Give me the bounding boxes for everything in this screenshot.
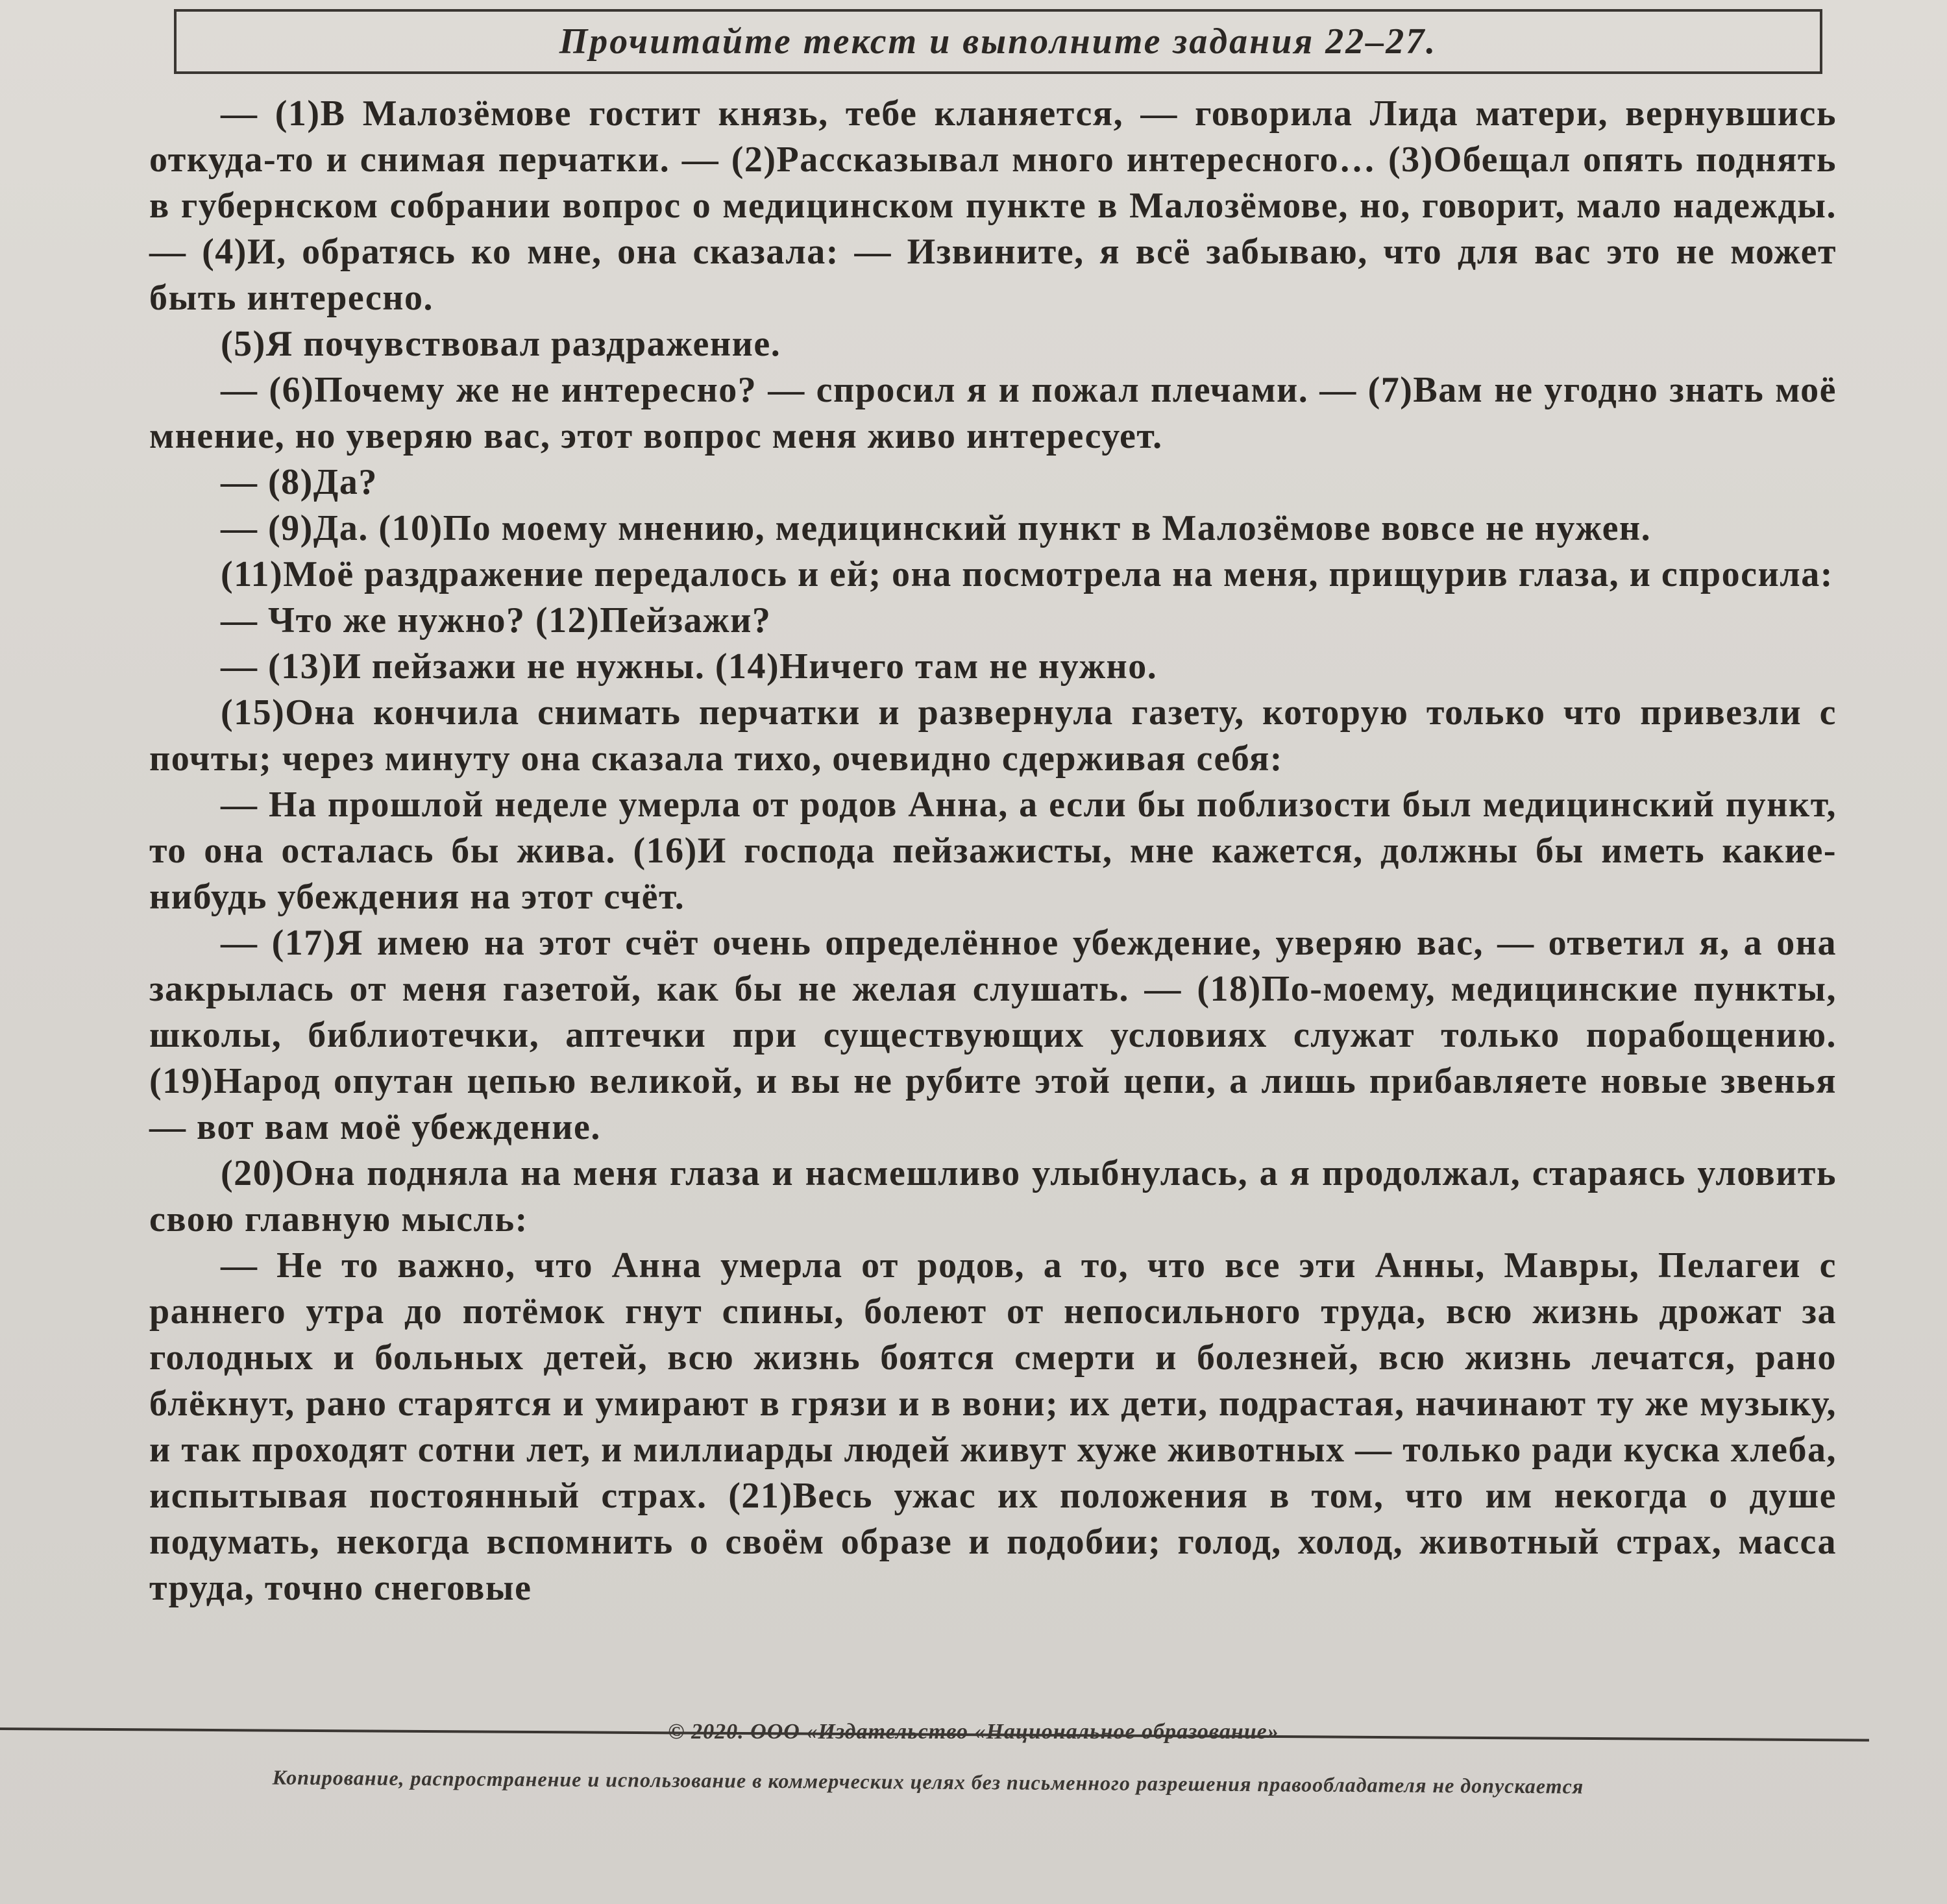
paragraph: (20)Она подняла на меня глаза и насмешливо улыбнулась, а я продолжал, стараясь уловить свою главную мысль: [149, 1153, 1837, 1239]
footer-rights-notice: Копирование, распространение и использование в коммерческих целях без письменного разрешения правообладателя не допускается [272, 1765, 1584, 1798]
paragraph: — На прошлой неделе умерла от родов Анна, а если бы поблизости был медицинский пункт, то она осталась бы жива. (16)И господа пейзажисты, мне кажется, должны бы иметь какие-нибудь убеждения на этот счёт. [149, 785, 1837, 917]
paragraph: — (17)Я имею на этот счёт очень определённое убеждение, уверяю вас, — ответил я, а она закрылась от меня газетой, как бы не желая слушать. — (18)По-моему, медицинские пункты, школы, библиотечки, аптечки при существующих условиях служат только порабощению. (19)Народ опутан цепью великой, и вы не рубите этой цепи, а лишь прибавляете новые звенья — вот вам моё убеждение. [149, 923, 1837, 1147]
task-header-title: Прочитайте текст и выполните задания 22–27. [559, 21, 1438, 62]
paragraph: — Что же нужно? (12)Пейзажи? [221, 600, 772, 641]
paragraph: — (1)В Малозёмове гостит князь, тебе кланяется, — говорила Лида матери, вернувшись откуда-то и снимая перчатки. — (2)Рассказывал много интересного… (3)Обещал опять поднять в губернском собрании вопрос о медицинском пункте в Малозёмове, но, говорит, мало надежды. — (4)И, обратясь ко мне, она сказала: — Извините, я всё забываю, что для вас это не может быть интересно. [149, 93, 1837, 318]
paragraph: — (8)Да? [221, 462, 378, 502]
reading-text [149, 91, 1837, 1611]
paragraph: (15)Она кончила снимать перчатки и развернула газету, которую только что привезли с почты; через минуту она сказала тихо, очевидно сдерживая себя: [149, 692, 1837, 779]
paragraph: — (6)Почему же не интересно? — спросил я и пожал плечами. — (7)Вам не угодно знать моё мнение, но уверяю вас, этот вопрос меня живо интересует. [149, 370, 1837, 456]
paragraph: (11)Моё раздражение передалось и ей; она посмотрела на меня, прищурив глаза, и спросила: [221, 554, 1833, 594]
task-header-box [174, 9, 1822, 74]
paragraph: — (13)И пейзажи не нужны. (14)Ничего там не нужно. [221, 646, 1158, 687]
paragraph: (5)Я почувствовал раздражение. [221, 324, 781, 364]
paragraph: — (9)Да. (10)По моему мнению, медицинский пункт в Малозёмове вовсе не нужен. [221, 508, 1652, 548]
paragraph: — Не то важно, что Анна умерла от родов, а то, что все эти Анны, Мавры, Пелагеи с раннего утра до потёмок гнут спины, болеют от непосильного труда, всю жизнь дрожат за голодных и больных детей, всю жизнь боятся смерти и болезней, всю жизнь лечатся, рано блёкнут, рано старятся и умирают в грязи и в вони; их дети, подрастая, начинают ту же музыку, и так проходят сотни лет, и миллиарды людей живут хуже животных — только ради куска хлеба, испытывая постоянный страх. (21)Весь ужас их положения в том, что им некогда о душе подумать, некогда вспомнить о своём образе и подобии; голод, холод, животный страх, масса труда, точно снеговые [149, 1245, 1837, 1608]
footer-copyright: © 2020. ООО «Издательство «Национальное образование» [668, 1720, 1279, 1744]
